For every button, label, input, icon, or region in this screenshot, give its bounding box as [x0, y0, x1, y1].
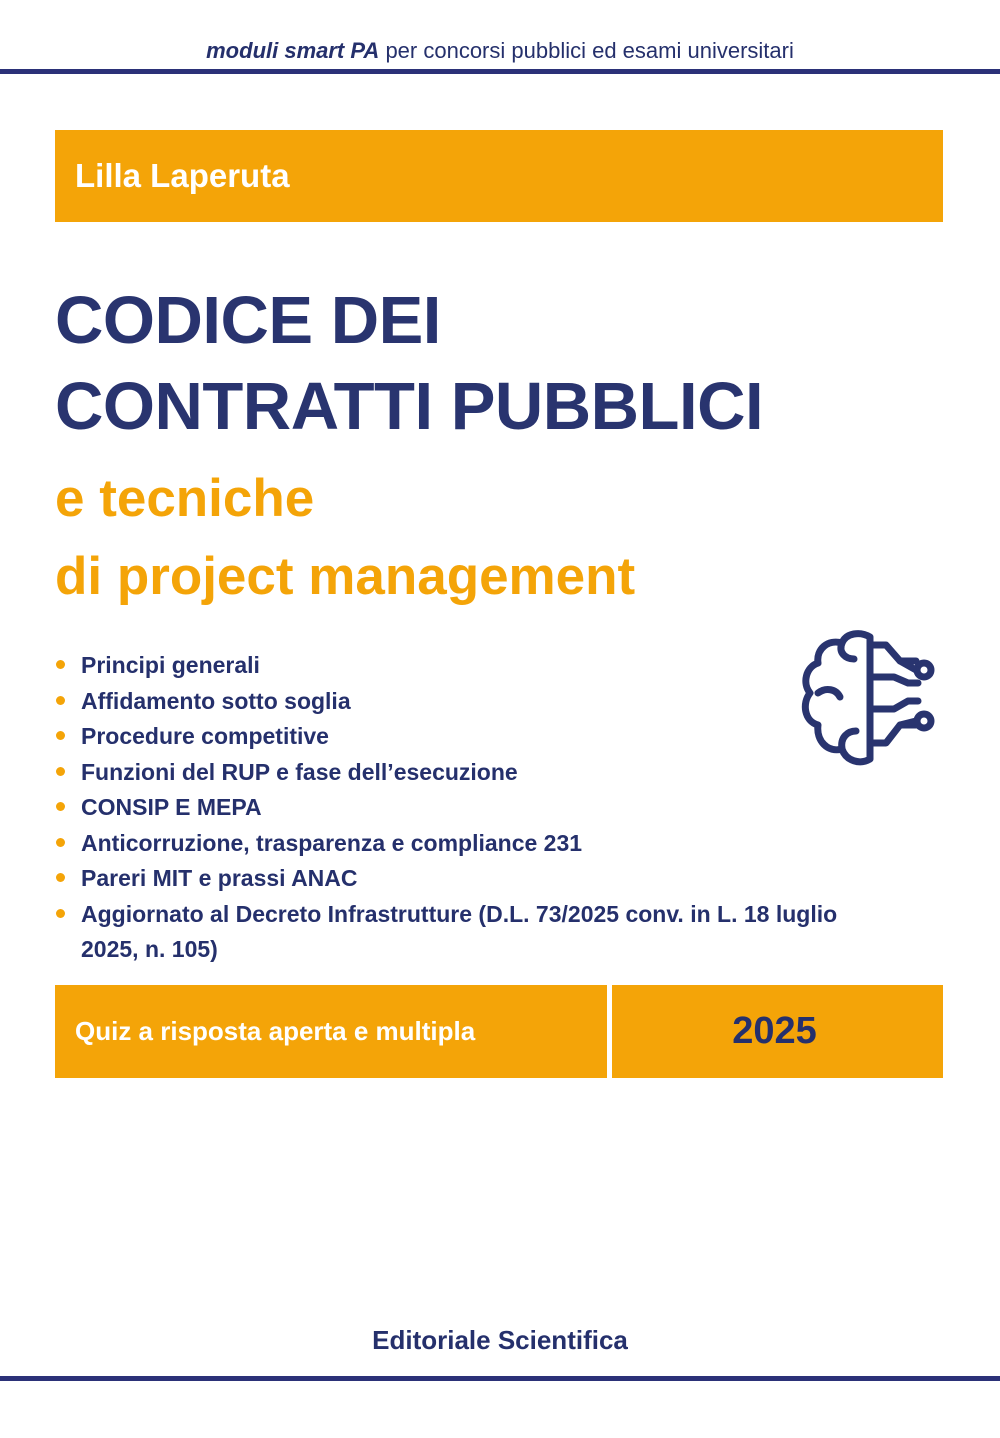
title-line-2: CONTRATTI PUBBLICI [55, 369, 764, 444]
bullet-icon [56, 909, 65, 918]
series-tagline: per concorsi pubblici ed esami universitari [385, 38, 794, 63]
topic-item: Pareri MIT e prassi ANAC [55, 861, 845, 897]
edition-year: 2025 [732, 1010, 817, 1052]
bullet-icon [56, 696, 65, 705]
author-name: Lilla Laperuta [75, 157, 290, 194]
ai-brain-circuit-icon [798, 625, 938, 773]
topic-item: Affidamento sotto soglia [55, 684, 845, 720]
author-banner [55, 130, 943, 222]
bullet-icon [56, 660, 65, 669]
bullet-icon [56, 802, 65, 811]
topic-item: Procedure competitive [55, 719, 845, 755]
topic-list [55, 648, 845, 968]
topic-item: Anticorruzione, trasparenza e compliance 231 [55, 826, 845, 862]
topic-item: Funzioni del RUP e fase dell’esecuzione [55, 755, 845, 791]
bullet-icon [56, 767, 65, 776]
series-header [0, 38, 1000, 64]
quiz-banner [55, 985, 607, 1078]
subtitle-line-1: e tecniche [55, 469, 315, 528]
publisher-name: Editoriale Scientifica [372, 1325, 628, 1355]
book-title [55, 278, 763, 450]
title-line-1: CODICE DEI [55, 283, 441, 358]
bullet-icon [56, 731, 65, 740]
top-rule [0, 69, 1000, 74]
book-subtitle [55, 460, 635, 616]
topic-item: Principi generali [55, 648, 845, 684]
series-brand: moduli smart PA [206, 38, 380, 63]
topic-item: CONSIP E MEPA [55, 790, 845, 826]
bottom-rule [0, 1376, 1000, 1381]
year-banner [612, 985, 943, 1078]
topic-item: Aggiornato al Decreto Infrastrutture (D.L. 73/2025 conv. in L. 18 luglio 2025, n. 105) [55, 897, 845, 968]
subtitle-line-2: di project management [55, 547, 636, 606]
bullet-icon [56, 838, 65, 847]
bullet-icon [56, 873, 65, 882]
quiz-label: Quiz a risposta aperta e multipla [75, 1016, 476, 1046]
